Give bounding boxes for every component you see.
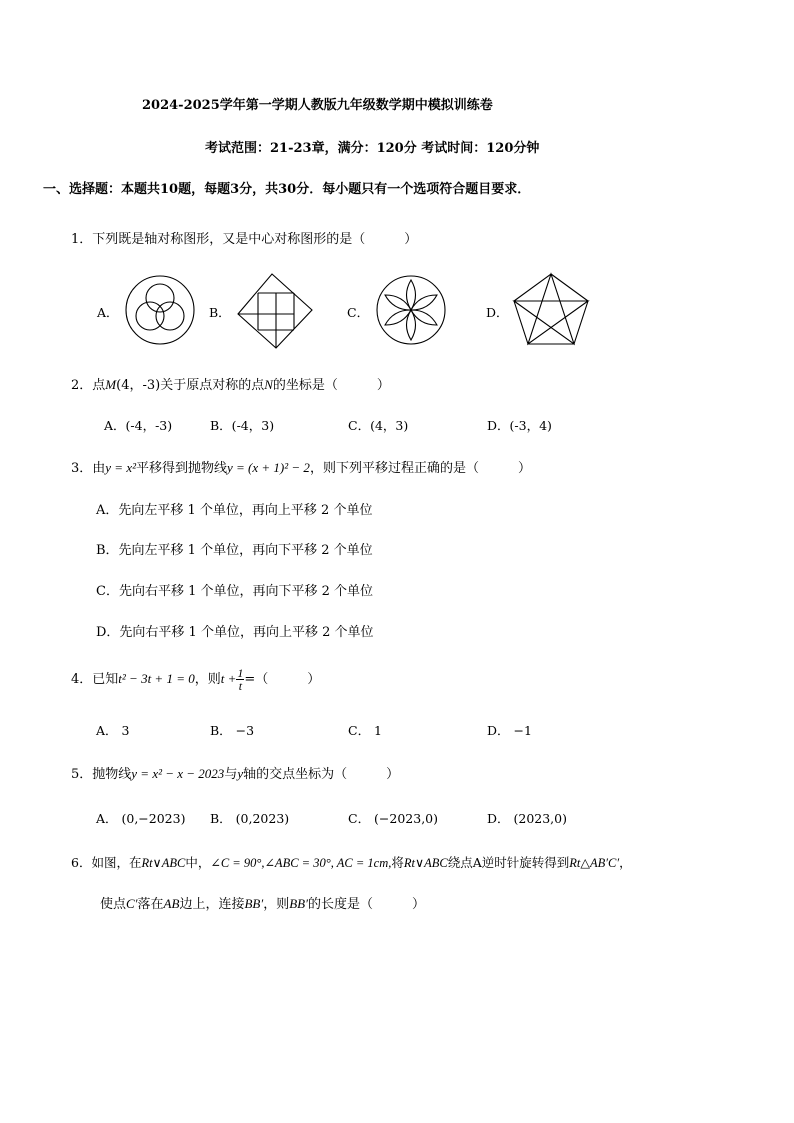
q2-option-b: B．(-4，3) xyxy=(210,418,275,433)
q1-option-b-label: B． xyxy=(209,305,231,320)
question-6-line-2 xyxy=(100,893,425,912)
pentagon-star-figure xyxy=(512,272,590,346)
q5-axis: y xyxy=(237,766,244,781)
q6-triangle-3: Rt△AB′C′ xyxy=(569,856,620,870)
q6-triangle-1: Rt∨ABC xyxy=(141,856,186,870)
q2-point-m: M xyxy=(105,377,117,392)
rotated-squares-figure xyxy=(234,272,316,350)
q4-expression: t + xyxy=(220,671,237,686)
q4-option-c: C． 1 xyxy=(348,723,382,738)
q6-line1-mid2: 将 xyxy=(391,855,404,870)
q2-point-n: N xyxy=(264,377,273,392)
q6-point-c-prime: C′ xyxy=(126,896,138,911)
circle-three-arcs-figure xyxy=(124,274,196,346)
q6-line2-suffix: 的长度是（ ） xyxy=(307,897,425,912)
q6-segment-ab: AB xyxy=(163,896,180,911)
question-3-stem xyxy=(71,457,531,476)
q4-equation: t² − 3t + 1 = 0 xyxy=(118,671,195,686)
q3-option-c: C．先向右平移 1 个单位，再向下平移 2 个单位 xyxy=(96,584,374,599)
q2-option-c: C．(4，3) xyxy=(348,418,409,433)
q3-stem-suffix: ，则下列平移过程正确的是（ ） xyxy=(309,461,531,476)
section-heading: 一、选择题：本题共10题，每题3分，共30分．每小题只有一个选项符合题目要求． xyxy=(43,182,531,197)
q6-segment-bb-prime-1: BB′ xyxy=(244,896,264,911)
question-1-stem: 1．下列既是轴对称图形，又是中心对称图形的是（ ） xyxy=(71,232,418,247)
q3-stem-mid: 平移得到抛物线 xyxy=(136,461,228,476)
q3-option-b: B．先向左平移 1 个单位，再向下平移 2 个单位 xyxy=(96,543,373,558)
q6-triangle-2: Rt∨ABC xyxy=(403,856,448,870)
q1-option-a-label: A． xyxy=(97,305,119,320)
q6-conditions: ∠C = 90°,∠ABC = 30°, AC = 1cm, xyxy=(210,856,392,870)
q3-stem-prefix: 3．由 xyxy=(71,461,106,476)
question-2-stem xyxy=(71,374,390,393)
q5-option-c: C． (−2023,0) xyxy=(348,811,439,826)
q2-stem-mid: 关于原点对称的点 xyxy=(160,378,265,393)
question-6-line-1 xyxy=(71,853,632,871)
q2-stem-prefix: 2．点 xyxy=(71,378,106,393)
q6-line1-prefix: 6．如图，在 xyxy=(71,855,142,870)
q3-equation-2: y = (x + 1)² − 2 xyxy=(227,460,310,475)
q5-option-d: D． (2023,0) xyxy=(487,811,567,826)
exam-info: 考试范围：21-23章，满分：120分 考试时间：120分钟 xyxy=(205,141,540,156)
q6-line2-mid2: 边上，连接 xyxy=(179,897,245,912)
q2-option-d: D．(-3，4) xyxy=(487,418,552,433)
q6-line1-mid3: 绕点A逆时针旋转得到 xyxy=(447,855,570,870)
q5-equation: y = x² − x − 2023 xyxy=(131,766,225,781)
q2-option-a: A．(-4，-3) xyxy=(104,418,173,433)
q6-line2-mid: 落在 xyxy=(137,897,164,912)
q6-line2-prefix: 使点 xyxy=(100,897,127,912)
question-5-stem xyxy=(71,763,399,782)
q3-equation-1: y = x² xyxy=(105,460,136,475)
q1-option-d-label: D． xyxy=(486,305,509,320)
q4-option-a: A． 3 xyxy=(96,723,130,738)
q6-segment-bb-prime-2: BB′ xyxy=(289,896,308,911)
q6-line1-suffix: ， xyxy=(619,855,632,870)
q5-stem-mid: 与 xyxy=(224,767,238,782)
q4-stem-prefix: 4．已知 xyxy=(71,672,119,687)
q4-fraction-numerator: 1 xyxy=(237,666,244,680)
q4-stem-suffix: =（ ） xyxy=(244,672,321,687)
q2-stem-suffix: 的坐标是（ ） xyxy=(272,378,390,393)
q5-option-a: A． (0,−2023) xyxy=(96,811,186,826)
q6-line1-mid: 中， xyxy=(185,855,211,870)
q3-option-d: D．先向右平移 1 个单位，再向上平移 2 个单位 xyxy=(96,625,374,640)
q5-stem-suffix: 轴的交点坐标为（ ） xyxy=(243,767,400,782)
q4-fraction-denominator: t xyxy=(238,679,243,693)
q4-stem-mid: ，则 xyxy=(194,672,221,687)
q4-option-b: B． −3 xyxy=(210,723,255,738)
q4-option-d: D． −1 xyxy=(487,723,532,738)
q2-coords: (4，-3) xyxy=(116,378,161,393)
q5-stem-prefix: 5．抛物线 xyxy=(71,767,132,782)
q6-line2-mid3: ，则 xyxy=(263,897,290,912)
q3-option-a: A．先向左平移 1 个单位，再向上平移 2 个单位 xyxy=(96,503,373,518)
circle-six-petal-figure xyxy=(375,274,447,346)
q1-option-c-label: C． xyxy=(347,305,370,320)
question-4-stem xyxy=(71,664,320,695)
page-title: 2024-2025学年第一学期人教版九年级数学期中模拟训练卷 xyxy=(142,98,493,113)
q5-option-b: B． (0,2023) xyxy=(210,811,290,826)
